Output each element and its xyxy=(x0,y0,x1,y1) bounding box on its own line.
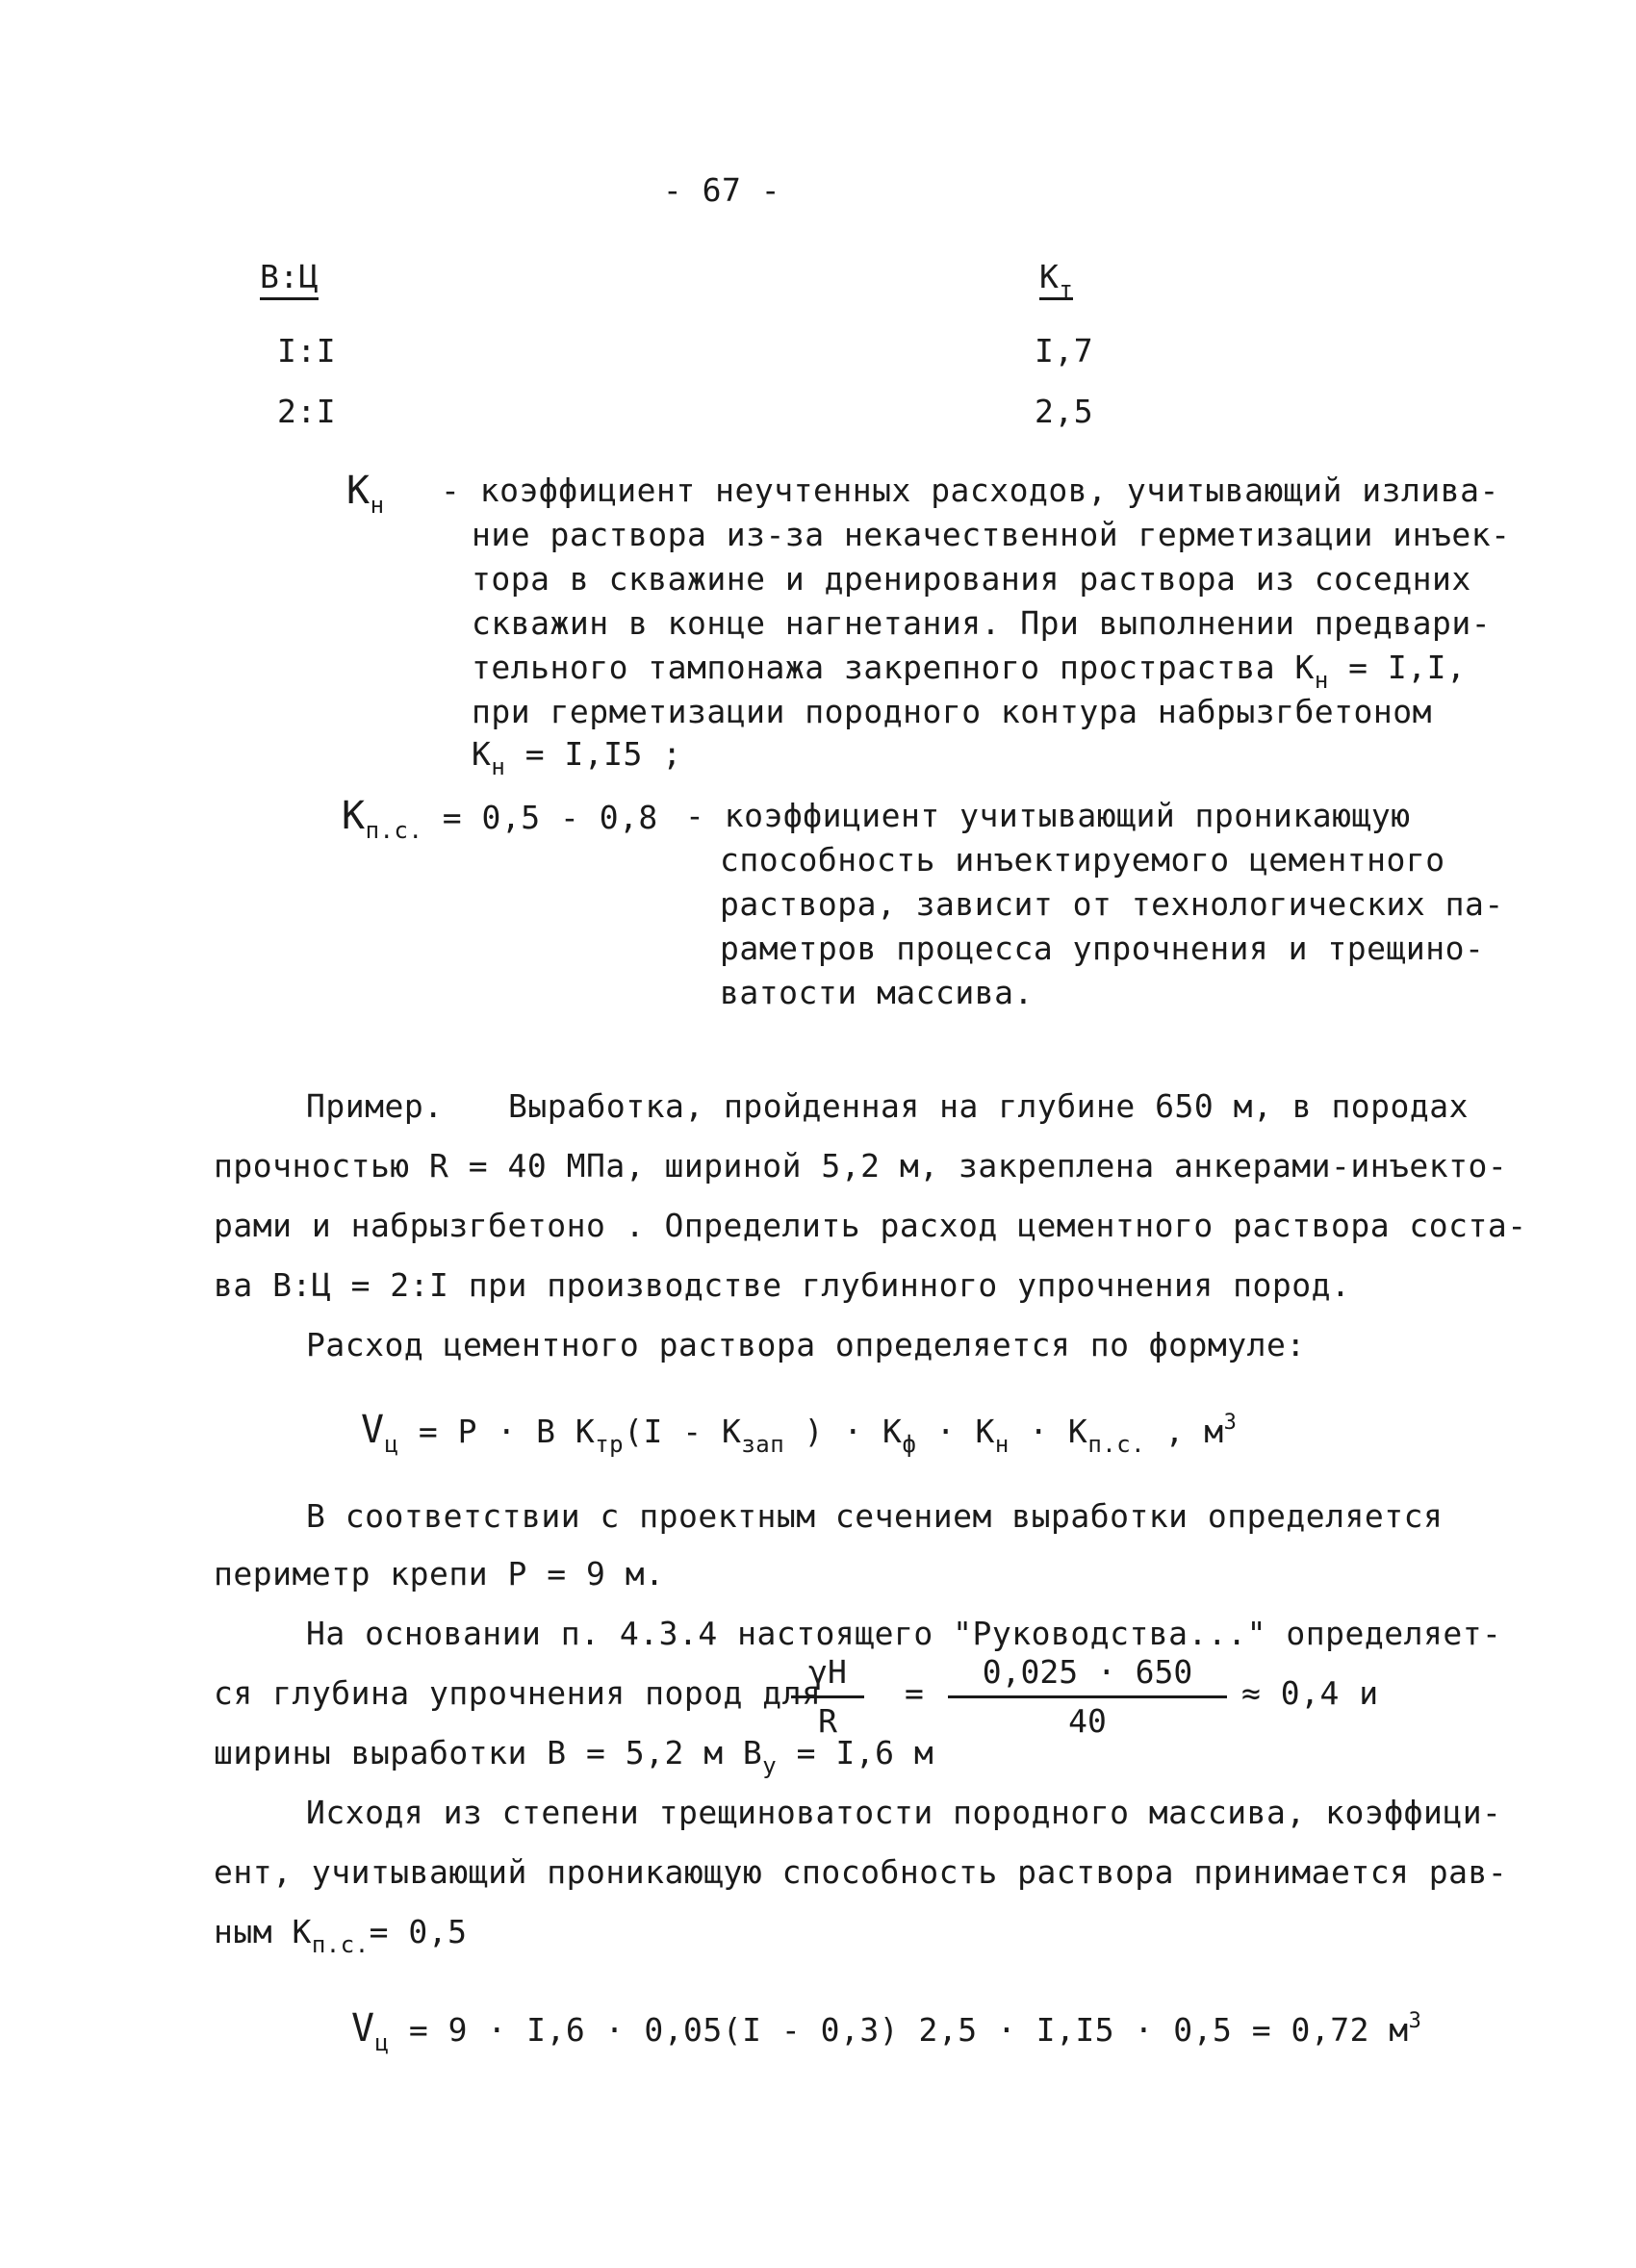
kps-symbol: $К_{п.с.} = 0,5 - 0,8$ xyxy=(342,794,658,844)
kps-definition-line: раствора, зависит от технологических па- xyxy=(720,885,1504,923)
depth-line: ≈ 0,4 и xyxy=(1241,1674,1379,1712)
fraction-numeric: $\frac{0,025 \cdot 650}{40}$ xyxy=(948,1653,1227,1741)
depth-line: На основании п. 4.3.4 настоящего "Руководства..." определяет- xyxy=(306,1615,1502,1652)
kn-definition-line: $К_н = I,I5$ ; xyxy=(472,735,682,780)
example-line: Выработка, пройденная на глубине 650 м, в породах xyxy=(508,1087,1470,1125)
table-cell-value: 2,5 xyxy=(1035,393,1094,430)
formula-volume: $V_ц = P \cdot B$ $К_{тр}(I - К_{зап}$ ) · $К_ф \cdot К_н \cdot К_{п.с.}$ , $м^3$ xyxy=(361,1408,1238,1458)
table-cell-ratio: I:I xyxy=(277,332,337,370)
crack-line: ент, учитывающий проникающую способность раствора принимается рав- xyxy=(214,1853,1508,1891)
depth-line: ширины выработки B = 5,2 м $B_у = I,6$ м xyxy=(214,1734,934,1779)
fraction-gamma-h-over-r: $\frac{\gamma H}{R}$ xyxy=(791,1653,864,1741)
kps-definition-line: способность инъектируемого цементного xyxy=(720,841,1445,879)
example-line: ва В:Ц = 2:I при производстве глубинного упрочнения пород. xyxy=(214,1266,1351,1304)
equals-sign: = xyxy=(905,1674,925,1712)
depth-line: ся глубина упрочнения пород для xyxy=(214,1674,822,1712)
kn-symbol: $К_н$ xyxy=(346,469,385,519)
table-cell-ratio: 2:I xyxy=(277,393,337,430)
example-line: рами и набрызгбетоно . Определить расход цементного раствора соста- xyxy=(214,1207,1527,1244)
perimeter-line: периметр крепи P = 9 м. xyxy=(214,1555,665,1593)
table-header-coefficient: $К_т$ xyxy=(1039,258,1074,303)
kn-definition-line: при герметизации породного контура набрызгбетоном xyxy=(472,693,1433,730)
kps-definition-line: - коэффициент учитывающий проникающую xyxy=(685,797,1411,834)
example-line: Расход цементного раствора определяется по формуле: xyxy=(306,1326,1306,1363)
formula-result: $V_ц = 9 \cdot I,6 \cdot 0,05(I - 0,3) 2,5 \cdot I,I5 \cdot 0,5 = 0,72$ $м^3$ xyxy=(351,2006,1422,2056)
kps-definition-line: ватости массива. xyxy=(720,974,1034,1011)
example-line: прочностью R = 40 МПа, шириной 5,2 м, закреплена анкерами-инъекто- xyxy=(214,1147,1508,1185)
table-cell-value: I,7 xyxy=(1035,332,1094,370)
crack-line: ным $К_{п.с.}= 0,5$ xyxy=(214,1913,468,1958)
table-header-ratio: В:Ц xyxy=(260,258,319,296)
kn-definition-line: ние раствора из-за некачественной герметизации инъек- xyxy=(472,516,1511,553)
crack-line: Исходя из степени трещиноватости породного массива, коэффици- xyxy=(306,1794,1502,1831)
page-number: - 67 - xyxy=(662,171,781,209)
kps-definition-line: раметров процесса упрочнения и трещино- xyxy=(720,930,1485,967)
kn-definition-line: скважин в конце нагнетания. При выполнении предвари- xyxy=(472,604,1492,642)
perimeter-line: В соответствии с проектным сечением выработки определяется xyxy=(306,1497,1444,1535)
kn-definition-line: - коэффициент неучтенных расходов, учитывающий изливa- xyxy=(441,471,1499,509)
example-label: Пример. xyxy=(306,1087,444,1125)
kn-definition-line: тельного тампонажа закрепного простраства $К_н = I,I$, xyxy=(472,649,1467,694)
kn-definition-line: тора в скважине и дренирования раствора из соседних xyxy=(472,560,1471,598)
